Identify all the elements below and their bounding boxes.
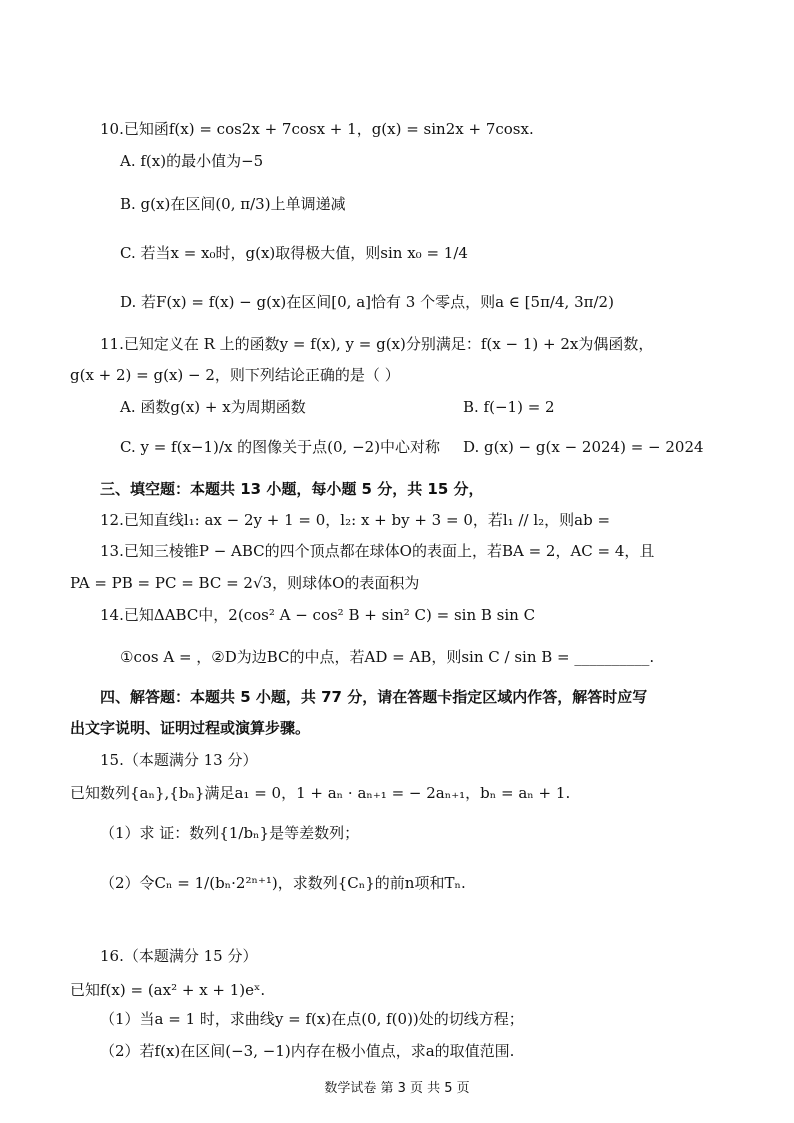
q14-line1: 14.已知ΔABC中，2(cos² A − cos² B + sin² C) = sin B sin C bbox=[100, 606, 536, 624]
q16-title: 16.（本题满分 15 分） bbox=[100, 947, 258, 965]
q11-option-b: B. f(−1) = 2 bbox=[463, 398, 555, 416]
q15-part1: （1）求 证：数列{1/bₙ}是等差数列； bbox=[100, 824, 360, 842]
q10-option-c: C. 若当x = x₀时，g(x)取得极大值，则sin x₀ = 1/4 bbox=[120, 244, 468, 262]
q13-line2: PA = PB = PC = BC = 2√3，则球体O的表面积为 bbox=[70, 574, 420, 592]
q10-option-b: B. g(x)在区间(0, π/3)上单调递减 bbox=[120, 195, 346, 213]
q10-stem: 10.已知函f(x) = cos2x + 7cosx + 1，g(x) = sin2x + 7cosx. bbox=[100, 120, 534, 138]
section-fill-in-heading: 三、填空题：本题共 13 小题，每小题 5 分，共 15 分， bbox=[100, 480, 484, 498]
q16-part2: （2）若f(x)在区间(−3, −1)内存在极小值点，求a的取值范围. bbox=[100, 1042, 515, 1060]
section-answer-heading-line1: 四、解答题：本题共 5 小题，共 77 分，请在答题卡指定区域内作答，解答时应写 bbox=[100, 688, 648, 706]
q11-stem-line2: g(x + 2) = g(x) − 2，则下列结论正确的是（ ） bbox=[70, 366, 400, 384]
q16-part1: （1）当a = 1 时，求曲线y = f(x)在点(0, f(0))处的切线方程； bbox=[100, 1010, 524, 1028]
q11-stem-line1: 11.已知定义在 R 上的函数y = f(x), y = g(x)分别满足：f(x − 1) + 2x为偶函数， bbox=[100, 335, 654, 353]
section-answer-heading-line2: 出文字说明、证明过程或演算步骤。 bbox=[70, 719, 311, 737]
q13-line1: 13.已知三棱锥P − ABC的四个顶点都在球体O的表面上，若BA = 2，AC = 4，且 bbox=[100, 542, 655, 560]
q16-stem: 已知f(x) = (ax² + x + 1)eˣ. bbox=[70, 981, 266, 999]
q14-line2: ①cos A = ，②D为边BC的中点，若AD = AB，则sin C / sin B = __________. bbox=[120, 648, 655, 666]
q15-part2: （2）令Cₙ = 1/(bₙ·2²ⁿ⁺¹)，求数列{Cₙ}的前n项和Tₙ. bbox=[100, 874, 466, 892]
q12-stem: 12.已知直线l₁: ax − 2y + 1 = 0，l₂: x + by + 3 = 0，若l₁ // l₂，则ab = bbox=[100, 511, 611, 529]
q15-stem: 已知数列{aₙ},{bₙ}满足a₁ = 0，1 + aₙ · aₙ₊₁ = − 2aₙ₊₁，bₙ = aₙ + 1. bbox=[70, 784, 571, 802]
q11-option-a: A. 函数g(x) + x为周期函数 bbox=[120, 398, 306, 416]
q11-option-d: D. g(x) − g(x − 2024) = − 2024 bbox=[463, 438, 704, 456]
q15-title: 15.（本题满分 13 分） bbox=[100, 751, 258, 769]
q11-option-c: C. y = f(x−1)/x 的图像关于点(0, −2)中心对称 bbox=[120, 438, 441, 456]
q10-option-a: A. f(x)的最小值为−5 bbox=[120, 152, 264, 170]
q10-option-d: D. 若F(x) = f(x) − g(x)在区间[0, a]恰有 3 个零点，则a ∈ [5π/4, 3π/2) bbox=[120, 293, 614, 311]
page-footer: 数学试卷 第 3 页 共 5 页 bbox=[324, 1081, 470, 1096]
